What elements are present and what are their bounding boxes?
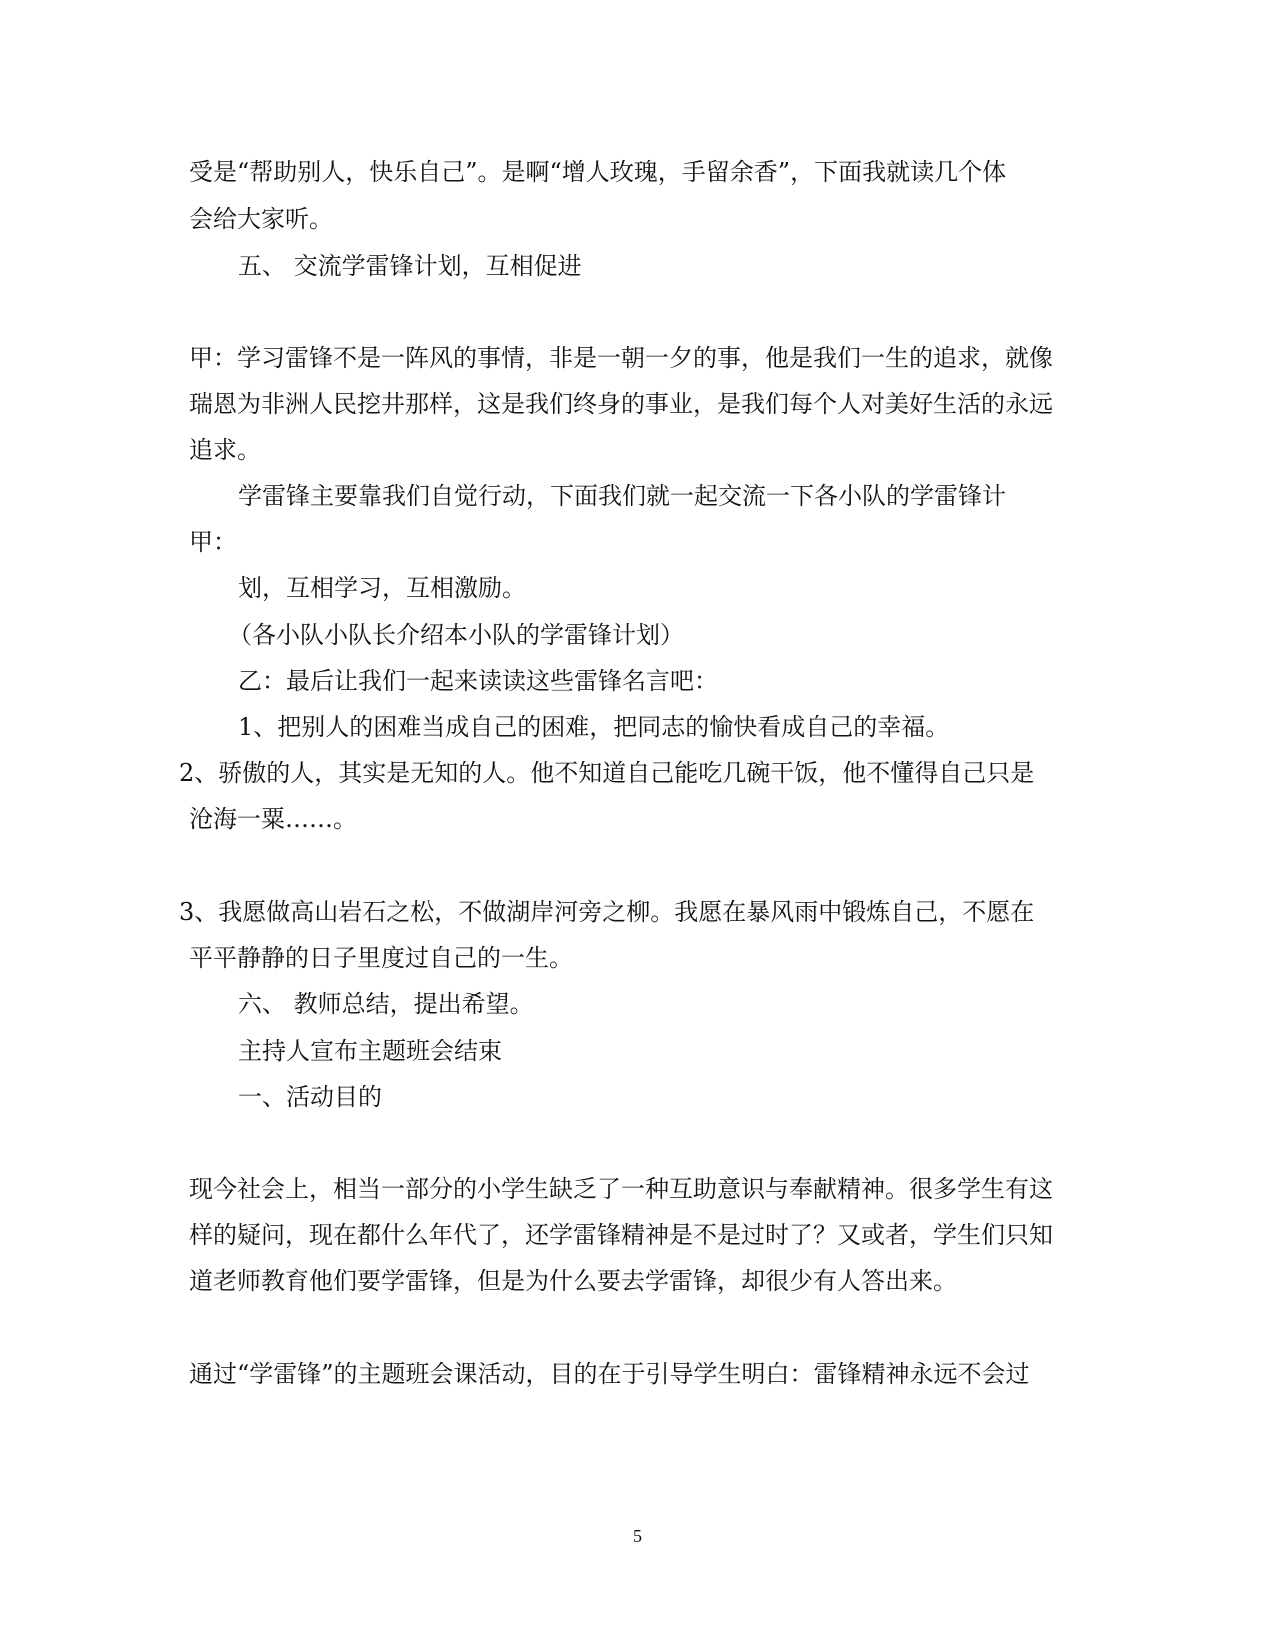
section-heading: 一、活动目的 [238,1083,382,1111]
section-heading: 六、 教师总结，提出希望。 [238,990,534,1018]
text-line: 沧海一粟……。 [189,805,357,833]
section-heading: 五、 交流学雷锋计划，互相促进 [238,252,582,280]
quote-item: 2、骄傲的人，其实是无知的人。他不知道自己能吃几碗干饭，他不懂得自己只是 [179,759,1035,787]
text-line: 样的疑问，现在都什么年代了，还学雷锋精神是不是过时了？又或者，学生们只知 [189,1221,1053,1249]
text-line: 主持人宣布主题班会结束 [238,1037,502,1065]
text-line: 乙：最后让我们一起来读读这些雷锋名言吧： [238,667,718,695]
text-line: 受是“帮助别人，快乐自己”。是啊“增人玫瑰，手留余香”，下面我就读几个体 [189,158,1007,186]
text-line: 会给大家听。 [189,205,333,233]
text-line: （各小队小队长介绍本小队的学雷锋计划） [228,621,684,649]
page-number: 5 [633,1526,642,1546]
text-line: 甲：学习雷锋不是一阵风的事情，非是一朝一夕的事，他是我们一生的追求，就像 [189,344,1053,372]
quote-item: 3、我愿做高山岩石之松，不做湖岸河旁之柳。我愿在暴风雨中锻炼自己，不愿在 [179,898,1035,926]
text-line: 瑞恩为非洲人民挖井那样，这是我们终身的事业，是我们每个人对美好生活的永远 [189,390,1053,418]
speaker-label: 甲： [189,528,237,556]
text-line: 划，互相学习，互相激励。 [238,574,526,602]
text-line: 通过“学雷锋”的主题班会课活动，目的在于引导学生明白：雷锋精神永远不会过 [189,1360,1030,1388]
text-line: 平平静静的日子里度过自己的一生。 [189,944,573,972]
text-line: 追求。 [189,436,261,464]
text-line: 学雷锋主要靠我们自觉行动，下面我们就一起交流一下各小队的学雷锋计 [238,482,1006,510]
text-line: 道老师教育他们要学雷锋，但是为什么要去学雷锋，却很少有人答出来。 [189,1267,957,1295]
quote-item: 1、把别人的困难当成自己的困难，把同志的愉快看成自己的幸福。 [238,713,950,741]
text-line: 现今社会上，相当一部分的小学生缺乏了一种互助意识与奉献精神。很多学生有这 [189,1175,1053,1203]
